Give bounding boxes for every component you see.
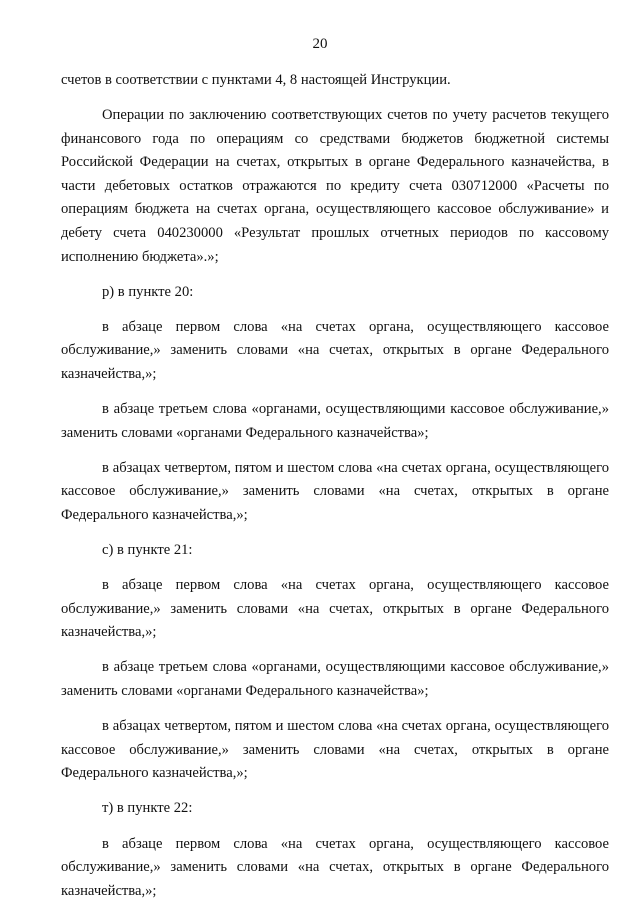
subsection-heading: т) в пункте 22: — [102, 800, 193, 817]
paragraph: в абзаце третьем слова «органами, осуществляющими кассовое обслуживание,» заменить словами «органами Федерального казначейства»; — [61, 401, 609, 441]
subsection-heading: р) в пункте 20: — [102, 283, 194, 300]
paragraph: в абзацах четвертом, пятом и шестом слова «на счетах органа, осуществляющего кассовое обслуживание,» заменить словами «на счетах, открытых в органе Федерального казначейства,»; — [61, 459, 609, 523]
subsection-heading: с) в пункте 21: — [102, 542, 193, 559]
paragraph: в абзаце первом слова «на счетах органа, осуществляющего кассовое обслуживание,» заменить словами «на счетах, открытых в органе Федерального казначейства,»; — [61, 318, 609, 383]
paragraph: в абзаце первом слова «на счетах органа, осуществляющего кассовое обслуживание,» заменить словами «на счетах, открытых в органе Федерального казначейства,»; — [61, 577, 609, 641]
paragraph: в абзаце первом слова «на счетах органа, осуществляющего кассовое обслуживание,» заменить словами «на счетах, открытых в органе Федерального казначейства,»; — [61, 835, 609, 899]
document-body — [61, 69, 609, 915]
paragraph: Операции по заключению соответствующих счетов по учету расчетов текущего финансового года по операциям со средствами бюджетов бюджетной системы Российской Федерации на счетах, открытых в органе Федерального казначейства, в части дебетовых остатков отражаются по кредиту счета 030712000 «Расчеты по операциям бюджета на счетах органа, осуществляющего кассовое обслуживание» и дебету счета 040230000 «Результат прошлых отчетных периодов по кассовому исполнению бюджета».»; — [61, 107, 609, 265]
paragraph: в абзацах четвертом, пятом и шестом слова «на счетах органа, осуществляющего кассовое обслуживание,» заменить словами «на счетах, открытых в органе Федерального казначейства,»; — [61, 718, 609, 782]
page-number: 20 — [312, 36, 328, 52]
paragraph: счетов в соответствии с пунктами 4, 8 настоящей Инструкции. — [61, 72, 451, 88]
paragraph: в абзаце третьем слова «органами, осуществляющими кассовое обслуживание,» заменить словами «органами Федерального казначейства»; — [61, 659, 609, 700]
